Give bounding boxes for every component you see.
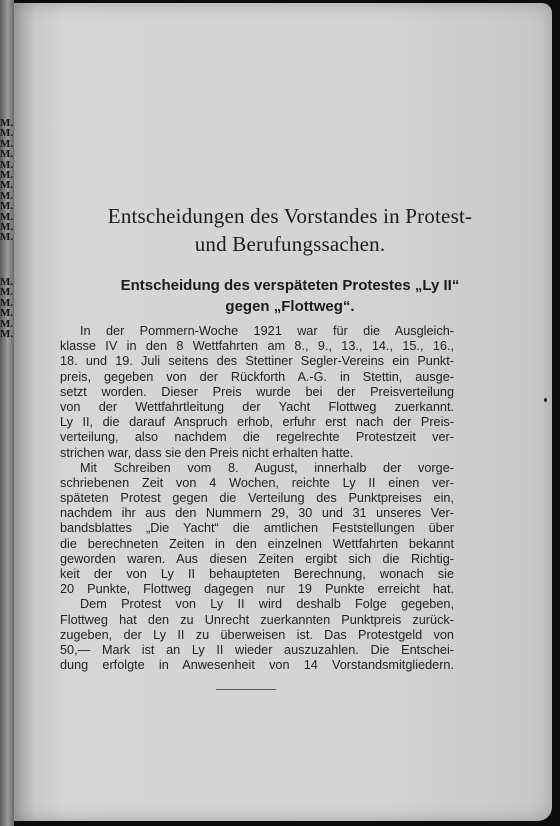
edge-letter: M. — [0, 179, 14, 192]
edge-letter: M. — [0, 200, 14, 213]
edge-letter: M. — [0, 221, 14, 234]
edge-letter: M. — [0, 148, 14, 161]
text-line: bandsblattes „Die Yacht“ die amtlichen Feststellungen über — [60, 521, 454, 536]
edge-letter: M. — [0, 231, 14, 244]
page-title — [34, 202, 546, 258]
text-line: die berechneten Zeiten in den einzelnen Wettfahrten bekannt — [60, 536, 454, 551]
edge-letter: M. — [0, 158, 14, 171]
section-heading — [44, 275, 536, 317]
book-page — [14, 3, 552, 821]
edge-letter: M. — [0, 317, 14, 330]
text-line: klasse IV in den 8 Wettfahrten am 8., 9., 13., 14., 15., 16., — [60, 339, 454, 354]
edge-letter: M. — [0, 327, 14, 340]
text-line: preis, gegeben von der Rückforth A.-G. in Stettin, ausge- — [60, 369, 454, 384]
edge-letter: M. — [0, 275, 14, 288]
edge-letter: M. — [0, 286, 14, 299]
edge-letter: M. — [0, 189, 14, 202]
edge-letter: M. — [0, 296, 14, 309]
page-title-line: und Berufungssachen. — [194, 232, 386, 256]
left-page-edge-text — [0, 118, 14, 339]
edge-letter: M. — [0, 169, 14, 182]
ink-speck — [544, 398, 547, 402]
page-title-line: Entscheidungen des Vorstandes in Protest- — [107, 204, 473, 228]
text-line: Mit Schreiben vom 8. August, innerhalb der vorge- — [80, 460, 454, 475]
edge-letter: M. — [0, 137, 14, 150]
body-text — [60, 324, 454, 673]
text-line: schriebenen Zeit von 4 Wochen, reichte Ly II einen ver- — [60, 475, 454, 490]
text-line: nachdem ihr aus den Nummern 29, 30 und 31 unseres Ver- — [60, 506, 454, 521]
edge-letter: M. — [0, 210, 14, 223]
section-heading-line: Entscheidung des verspäteten Protestes „Ly II“ — [120, 277, 460, 294]
edge-letter: M. — [0, 127, 14, 140]
text-line: setzt worden. Dieser Preis wurde bei der Preisverteilung — [60, 384, 454, 399]
section-heading-line: gegen „Flottweg“. — [225, 298, 355, 315]
section-divider — [216, 689, 276, 690]
edge-letter: M. — [0, 307, 14, 320]
text-line: dung erfolgte in Anwesenheit von 14 Vorstandsmitgliedern. — [60, 658, 454, 673]
text-line: verteilung, also nachdem die regelrechte Protestzeit ver- — [60, 430, 454, 445]
text-line: keit der von Ly II behaupteten Berechnung, wonach sie — [60, 567, 454, 581]
edge-letter: M. — [0, 117, 14, 129]
text-line: 20 Punkte, Flottweg dagegen nur 19 Punkte erreicht hat. — [60, 582, 454, 597]
text-line: In der Pommern-Woche 1921 war für die Ausgleich- — [80, 324, 454, 338]
text-line: 18. und 19. Juli seitens des Stettiner Segler-Vereins ein Punkt- — [60, 354, 454, 369]
text-line: Dem Protest von Ly II wird deshalb Folge gegeben, — [80, 597, 454, 612]
text-line: zugeben, der Ly II zu überweisen ist. Das Protestgeld von — [60, 627, 454, 642]
text-line: 50,— Mark ist an Ly II wieder auszuzahlen. Die Entschei- — [60, 642, 454, 657]
text-line: späteten Protest gegen die Verteilung des Punktpreises ein, — [60, 491, 454, 506]
text-line: Flottweg hat den zu Unrecht zuerkannten Punktpreis zurück- — [60, 612, 454, 627]
text-line: Ly II, die darauf Anspruch erhob, erfuhr erst nach der Preis- — [60, 415, 454, 430]
text-line: strichen war, dass sie den Preis nicht erhalten hatte. — [60, 445, 354, 460]
left-page-edge — [0, 0, 14, 826]
text-line: von der Wettfahrtleitung der Yacht Flottweg zuerkannt. — [60, 399, 454, 414]
text-line: geworden waren. Aus diesen Zeiten ergibt sich die Richtig- — [60, 551, 454, 566]
